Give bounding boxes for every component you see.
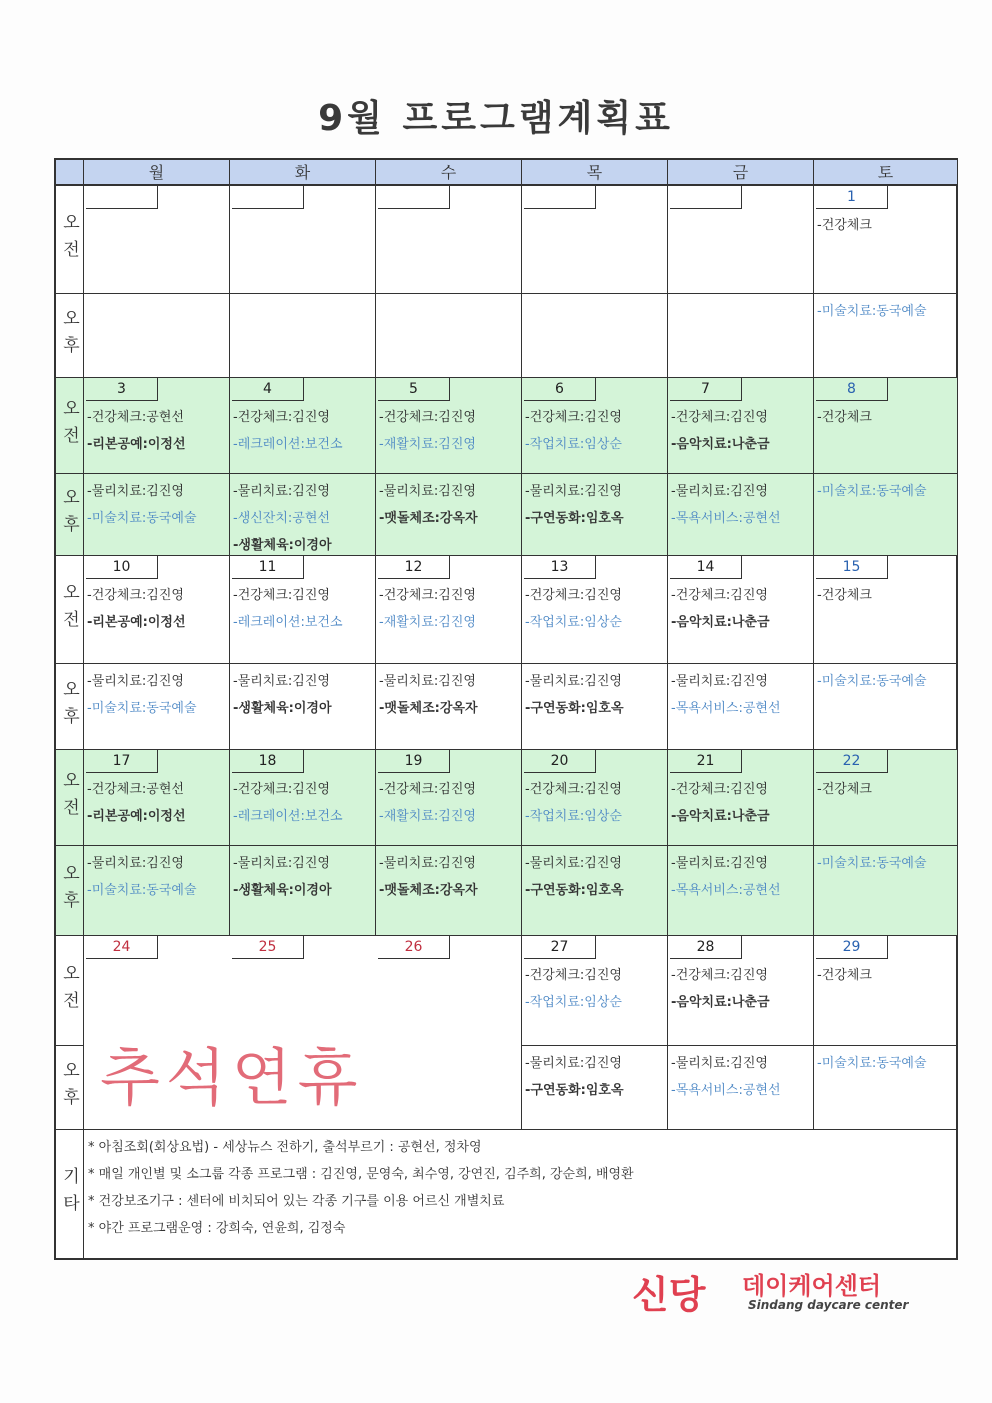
afternoon-label: 오후	[56, 664, 84, 750]
date-number: 25	[232, 936, 304, 959]
program-entry: -리본공예:이정선	[87, 809, 186, 824]
program-entry: -건강체크:김진영	[525, 410, 622, 425]
day-cell-am	[668, 556, 814, 664]
holiday-label: 추석연휴	[100, 1041, 364, 1114]
day-cell-am	[230, 556, 376, 664]
program-entry: -리본공예:이정선	[87, 615, 186, 630]
date-number: 7	[670, 378, 742, 401]
day-cell-pm	[522, 664, 668, 750]
logo-english: Sindang daycare center	[748, 1298, 909, 1312]
program-entry: -건강체크:김진영	[379, 782, 476, 797]
program-entry: -음악치료:나춘금	[671, 809, 770, 824]
date-number: 8	[816, 378, 888, 401]
program-entry: -건강체크:공현선	[87, 782, 184, 797]
date-number: 13	[524, 556, 596, 579]
day-cell-pm	[376, 294, 522, 378]
day-cell-am	[522, 750, 668, 846]
program-entry: -물리치료:김진영	[671, 1056, 768, 1071]
day-cell-pm	[814, 1046, 958, 1130]
day-cell-pm	[668, 474, 814, 556]
program-entry: -물리치료:김진영	[379, 674, 476, 689]
program-entry: -레크레이션:보건소	[233, 437, 343, 452]
logo-sub: 데이케어센터	[742, 1272, 882, 1300]
program-entry: -건강체크	[817, 410, 872, 425]
day-cell-pm	[522, 1046, 668, 1130]
day-cell-pm	[522, 474, 668, 556]
logo-main: 신당	[632, 1273, 706, 1317]
date-number: 22	[816, 750, 888, 773]
notes-cell	[84, 1130, 956, 1258]
afternoon-label: 오후	[56, 1046, 84, 1130]
program-entry: -작업치료:임상순	[525, 615, 622, 630]
day-cell-am	[814, 378, 958, 474]
date-number: 29	[816, 936, 888, 959]
program-entry: -미술치료:동국예술	[817, 484, 927, 499]
morning-label: 오전	[56, 556, 84, 664]
afternoon-label: 오후	[56, 846, 84, 936]
program-entry: -건강체크:김진영	[379, 410, 476, 425]
note-line: * 야간 프로그램운영 : 강희숙, 연윤희, 김정숙	[88, 1221, 346, 1236]
day-cell-am	[668, 186, 814, 294]
program-entry: -물리치료:김진영	[525, 484, 622, 499]
header-corner	[56, 160, 84, 186]
day-cell-am	[376, 186, 522, 294]
day-cell-am	[230, 378, 376, 474]
program-entry: -건강체크	[817, 588, 872, 603]
day-cell-am	[814, 556, 958, 664]
day-cell-am	[376, 378, 522, 474]
date-number	[524, 186, 596, 209]
day-cell-am	[668, 750, 814, 846]
program-entry: -맷돌체조:강옥자	[379, 701, 478, 716]
program-entry: -재활치료:김진영	[379, 615, 476, 630]
date-number: 4	[232, 378, 304, 401]
day-cell-pm	[668, 846, 814, 936]
day-cell-pm	[522, 846, 668, 936]
program-entry: -물리치료:김진영	[379, 484, 476, 499]
program-entry: -물리치료:김진영	[233, 484, 330, 499]
program-entry: -목욕서비스:공현선	[671, 1083, 781, 1098]
program-entry: -건강체크:김진영	[233, 410, 330, 425]
day-cell-pm	[230, 664, 376, 750]
afternoon-label: 오후	[56, 294, 84, 378]
program-entry: -건강체크:김진영	[525, 588, 622, 603]
program-entry: -미술치료:동국예술	[87, 511, 197, 526]
note-line: * 아침조회(회상요법) - 세상뉴스 전하기, 출석부르기 : 공현선, 정차영	[88, 1140, 482, 1155]
program-entry: -물리치료:김진영	[525, 674, 622, 689]
program-entry: -물리치료:김진영	[233, 674, 330, 689]
date-number: 3	[86, 378, 158, 401]
program-entry: -구연동화:임호옥	[525, 511, 624, 526]
program-entry: -생활체육:이경아	[233, 701, 332, 716]
date-number: 18	[232, 750, 304, 773]
program-entry: -건강체크:김진영	[671, 968, 768, 983]
program-entry: -구연동화:임호옥	[525, 883, 624, 898]
program-entry: -건강체크:김진영	[233, 782, 330, 797]
day-cell-am	[668, 378, 814, 474]
program-entry: -건강체크	[817, 968, 872, 983]
day-cell-pm	[84, 846, 230, 936]
day-header: 금	[668, 160, 814, 186]
date-number: 14	[670, 556, 742, 579]
day-cell-am	[668, 936, 814, 1046]
day-cell-am	[84, 186, 230, 294]
day-cell-am	[522, 556, 668, 664]
morning-label: 오전	[56, 750, 84, 846]
program-entry: -물리치료:김진영	[379, 856, 476, 871]
program-entry: -재활치료:김진영	[379, 437, 476, 452]
day-cell-pm	[230, 294, 376, 378]
date-number: 17	[86, 750, 158, 773]
day-cell-am	[814, 936, 958, 1046]
program-entry: -건강체크:공현선	[87, 410, 184, 425]
day-header: 토	[814, 160, 958, 186]
program-entry: -생신잔치:공현선	[233, 511, 330, 526]
program-entry: -미술치료:동국예술	[87, 883, 197, 898]
day-cell-pm	[376, 846, 522, 936]
day-cell-am	[84, 556, 230, 664]
program-entry: -건강체크:김진영	[525, 968, 622, 983]
program-entry: -맷돌체조:강옥자	[379, 883, 478, 898]
program-entry: -음악치료:나춘금	[671, 615, 770, 630]
day-cell-pm	[230, 474, 376, 556]
program-entry: -미술치료:동국예술	[817, 856, 927, 871]
date-number: 1	[816, 186, 888, 209]
program-entry: -구연동화:임호옥	[525, 701, 624, 716]
program-entry: -건강체크:김진영	[525, 782, 622, 797]
page-title: 9월 프로그램계획표	[318, 98, 674, 139]
program-entry: -건강체크:김진영	[379, 588, 476, 603]
program-entry: -미술치료:동국예술	[817, 1056, 927, 1071]
day-header: 수	[376, 160, 522, 186]
program-entry: -물리치료:김진영	[87, 484, 184, 499]
day-cell-am	[522, 186, 668, 294]
day-cell-pm	[84, 294, 230, 378]
notes-label: 기타	[56, 1130, 84, 1258]
program-entry: -건강체크	[817, 782, 872, 797]
program-entry: -건강체크:김진영	[671, 782, 768, 797]
day-header: 화	[230, 160, 376, 186]
day-cell-pm	[230, 846, 376, 936]
afternoon-label: 오후	[56, 474, 84, 556]
date-number: 12	[378, 556, 450, 579]
program-entry: -작업치료:임상순	[525, 809, 622, 824]
day-cell-pm	[814, 474, 958, 556]
program-entry: -물리치료:김진영	[525, 1056, 622, 1071]
day-cell-am	[376, 556, 522, 664]
program-entry: -생활체육:이경아	[233, 883, 332, 898]
program-entry: -목욕서비스:공현선	[671, 511, 781, 526]
day-cell-pm	[668, 664, 814, 750]
day-cell-pm	[668, 1046, 814, 1130]
day-cell-pm	[814, 846, 958, 936]
program-entry: -맷돌체조:강옥자	[379, 511, 478, 526]
date-number: 26	[378, 936, 450, 959]
date-number: 5	[378, 378, 450, 401]
day-cell-am	[522, 378, 668, 474]
program-entry: -생활체육:이경아	[233, 538, 332, 553]
program-entry: -구연동화:임호옥	[525, 1083, 624, 1098]
morning-label: 오전	[56, 186, 84, 294]
program-entry: -목욕서비스:공현선	[671, 883, 781, 898]
program-entry: -재활치료:김진영	[379, 809, 476, 824]
date-number: 24	[86, 936, 158, 959]
date-number	[232, 186, 304, 209]
date-number: 20	[524, 750, 596, 773]
date-number: 10	[86, 556, 158, 579]
day-cell-am	[376, 750, 522, 846]
program-entry: -레크레이션:보건소	[233, 809, 343, 824]
day-cell-am	[376, 936, 522, 1046]
program-entry: -작업치료:임상순	[525, 437, 622, 452]
date-number: 21	[670, 750, 742, 773]
morning-label: 오전	[56, 378, 84, 474]
program-entry: -물리치료:김진영	[671, 856, 768, 871]
program-entry: -미술치료:동국예술	[87, 701, 197, 716]
program-entry: -리본공예:이정선	[87, 437, 186, 452]
program-entry: -물리치료:김진영	[87, 674, 184, 689]
day-cell-pm	[376, 664, 522, 750]
date-number: 6	[524, 378, 596, 401]
day-cell-pm	[84, 664, 230, 750]
program-entry: -음악치료:나춘금	[671, 437, 770, 452]
day-cell-pm	[522, 294, 668, 378]
day-cell-am	[84, 378, 230, 474]
date-number	[378, 186, 450, 209]
day-cell-pm	[376, 1046, 522, 1130]
day-cell-am	[814, 186, 958, 294]
program-entry: -물리치료:김진영	[671, 484, 768, 499]
program-entry: -음악치료:나춘금	[671, 995, 770, 1010]
day-cell-pm	[84, 474, 230, 556]
program-entry: -물리치료:김진영	[87, 856, 184, 871]
day-header: 월	[84, 160, 230, 186]
program-entry: -미술치료:동국예술	[817, 304, 927, 319]
program-entry: -건강체크:김진영	[87, 588, 184, 603]
day-cell-pm	[814, 664, 958, 750]
day-cell-am	[230, 186, 376, 294]
program-entry: -건강체크:김진영	[671, 410, 768, 425]
program-entry: -물리치료:김진영	[671, 674, 768, 689]
date-number: 19	[378, 750, 450, 773]
date-number: 27	[524, 936, 596, 959]
note-line: * 매일 개인별 및 소그룹 각종 프로그램 : 김진영, 문영숙, 최수영, 강연진, 김주희, 강순희, 배영환	[88, 1167, 634, 1182]
program-entry: -건강체크:김진영	[233, 588, 330, 603]
date-number: 15	[816, 556, 888, 579]
date-number: 11	[232, 556, 304, 579]
note-line: * 건강보조기구 : 센터에 비치되어 있는 각종 기구를 이용 어르신 개별치료	[88, 1194, 505, 1209]
day-cell-am	[814, 750, 958, 846]
date-number: 28	[670, 936, 742, 959]
program-entry: -건강체크	[817, 218, 872, 233]
program-entry: -레크레이션:보건소	[233, 615, 343, 630]
program-entry: -물리치료:김진영	[525, 856, 622, 871]
day-cell-am	[230, 750, 376, 846]
date-number	[86, 186, 158, 209]
program-entry: -물리치료:김진영	[233, 856, 330, 871]
program-entry: -건강체크:김진영	[671, 588, 768, 603]
program-entry: -미술치료:동국예술	[817, 674, 927, 689]
morning-label: 오전	[56, 936, 84, 1046]
day-cell-am	[84, 750, 230, 846]
program-entry: -목욕서비스:공현선	[671, 701, 781, 716]
day-header: 목	[522, 160, 668, 186]
day-cell-am	[522, 936, 668, 1046]
day-cell-pm	[376, 474, 522, 556]
program-entry: -작업치료:임상순	[525, 995, 622, 1010]
date-number	[670, 186, 742, 209]
day-cell-pm	[668, 294, 814, 378]
day-cell-pm	[814, 294, 958, 378]
